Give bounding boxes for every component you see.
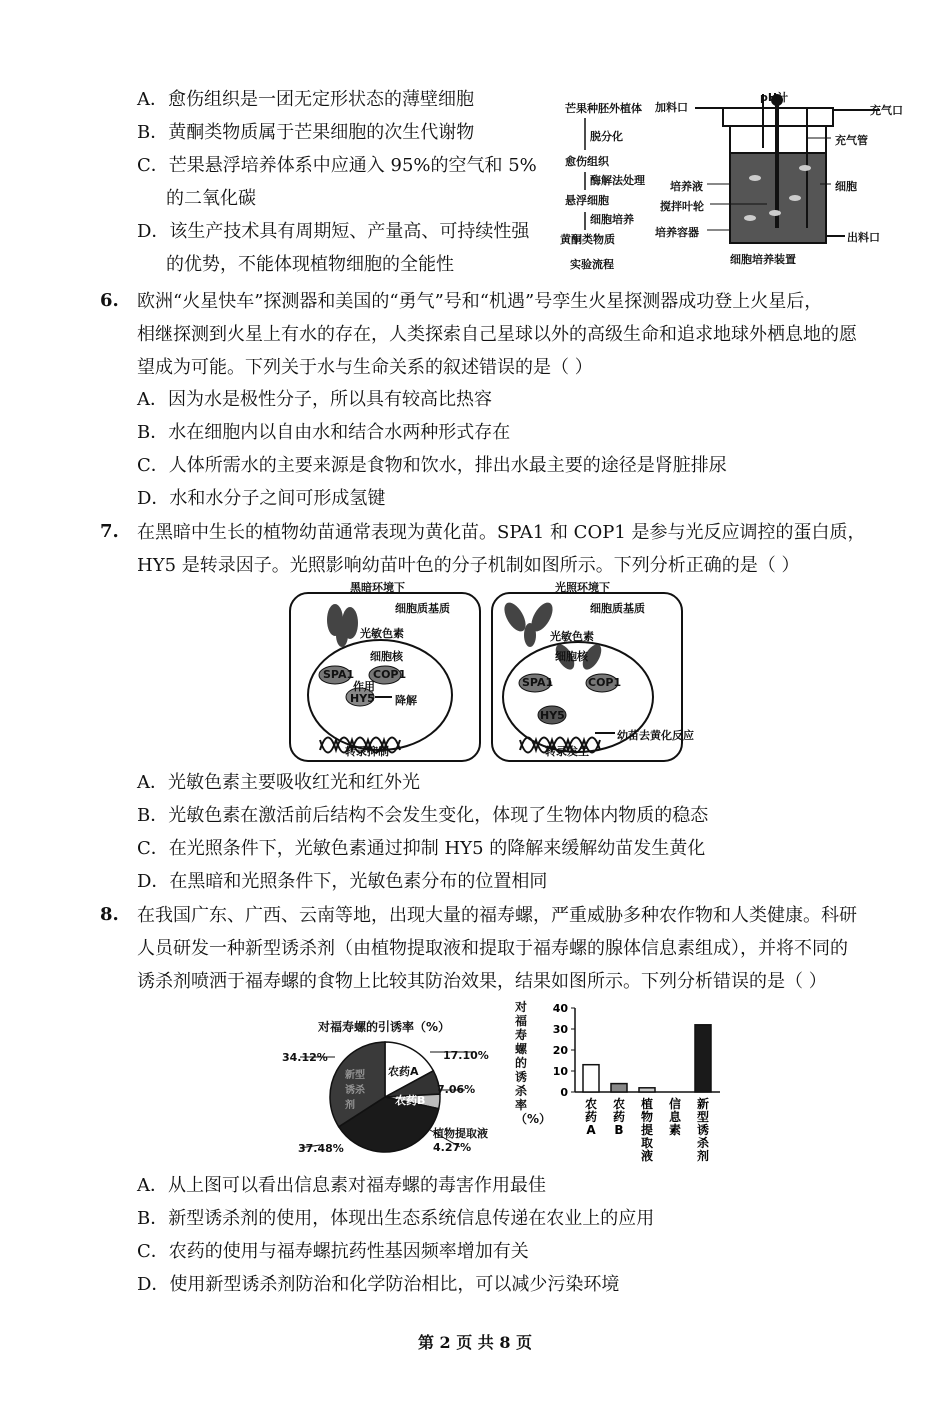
light-title: 光照环境下 <box>555 581 610 594</box>
light-deetiolation: 幼苗去黄化反应 <box>617 729 694 742</box>
pie-value-label: 17.10% <box>443 1049 489 1062</box>
dark-cop1: COP1 <box>373 668 407 681</box>
q8-option-d: D．使用新型诱杀剂防治和化学防治相比，可以减少污染环境 <box>137 1274 620 1295</box>
pie-value-label: 37.48% <box>298 1142 344 1155</box>
pie-value-label: 34.12% <box>282 1051 328 1064</box>
pie-value-label: 4.27% <box>433 1141 472 1154</box>
bar-y-tick-label: 10 <box>552 1065 568 1078</box>
q5-option-d: D．该生产技术具有周期短、产量高、可持续性强 <box>137 221 530 242</box>
bar <box>611 1084 627 1092</box>
bar-category-label: 息 <box>668 1110 682 1124</box>
device-label: 出料口 <box>847 231 880 244</box>
dark-repress: 转录抑制 <box>345 745 389 758</box>
dark-action: 作用 <box>353 680 375 693</box>
bar-category-label: A <box>586 1123 596 1137</box>
bar-category-label: 剂 <box>696 1149 710 1163</box>
q6-option-d: D．水和水分子之间可形成氢键 <box>137 488 386 509</box>
q8-number: 8. <box>100 904 119 925</box>
bar-category-label: 农 <box>584 1097 598 1111</box>
q7-option-b: B．光敏色素在激活前后结构不会发生变化，体现了生物体内物质的稳态 <box>137 805 709 826</box>
q5-option-c: C．芒果悬浮培养体系中应通入 95%的空气和 5% <box>137 155 537 176</box>
light-phytochrome-label: 光敏色素 <box>550 630 594 643</box>
flow-lines <box>575 112 595 252</box>
light-cytoplasm-label: 细胞质基质 <box>590 602 645 615</box>
device-label: 培养容器 <box>655 226 699 239</box>
flow-step: 悬浮细胞 <box>565 194 609 207</box>
bar-category-label: 液 <box>640 1149 654 1163</box>
device-label: 加料口 <box>655 101 688 114</box>
q8-option-b: B．新型诱杀剂的使用，体现出生态系统信息传递在农业上的应用 <box>137 1208 655 1229</box>
bar-category-label: 农 <box>612 1097 626 1111</box>
light-spa1: SPA1 <box>522 676 554 689</box>
flow-caption: 实验流程 <box>570 258 614 271</box>
pie-value-label: 7.06% <box>437 1083 476 1096</box>
q5-option-b: B．黄酮类物质属于芒果细胞的次生代谢物 <box>137 122 475 143</box>
q8-option-c: C．农药的使用与福寿螺抗药性基因频率增加有关 <box>137 1241 529 1262</box>
q7-number: 7. <box>100 521 119 542</box>
pie-slice-label: 农药B <box>395 1094 426 1107</box>
q6-number: 6. <box>100 290 119 311</box>
bar-y-tick-label: 30 <box>552 1023 568 1036</box>
pie-slice-label: 农药A <box>388 1065 419 1078</box>
flow-step: 酶解法处理 <box>590 174 645 187</box>
q5-option-c-cont: 的二氧化碳 <box>166 188 256 209</box>
device-label: 搅拌叶轮 <box>660 200 704 213</box>
device-label: 细胞 <box>835 180 857 193</box>
q6-option-a: A．因为水是极性分子，所以具有较高比热容 <box>137 389 492 410</box>
q6-stem-2: 相继探测到火星上有水的存在，人类探索自己星球以外的高级生命和追求地球外栖息地的愿 <box>137 324 857 345</box>
q5-option-a: A．愈伤组织是一团无定形状态的薄壁细胞 <box>137 89 474 110</box>
bar-category-label: 提 <box>640 1123 654 1137</box>
bar-category-label: 药 <box>584 1110 598 1124</box>
flow-step: 黄酮类物质 <box>560 233 615 246</box>
bar-category-label: 诱 <box>696 1123 710 1137</box>
bar-category-label: 植 <box>640 1097 654 1111</box>
bar-y-tick-label: 20 <box>552 1044 568 1057</box>
dark-hy5: HY5 <box>350 692 375 705</box>
bar-category-label: 物 <box>640 1110 654 1124</box>
device-caption: 细胞培养装置 <box>730 253 796 266</box>
q8-option-a: A．从上图可以看出信息素对福寿螺的毒害作用最佳 <box>137 1175 546 1196</box>
bar-category-label: B <box>614 1123 624 1137</box>
device-label: 培养液 <box>670 180 703 193</box>
light-cop1: COP1 <box>588 676 622 689</box>
bar-category-label: 杀 <box>696 1136 710 1150</box>
dark-cytoplasm-label: 细胞质基质 <box>395 602 450 615</box>
bar-category-label: 取 <box>640 1136 654 1150</box>
bar <box>695 1025 711 1092</box>
q6-option-c: C．人体所需水的主要来源是食物和饮水，排出水最主要的途径是肾脏排尿 <box>137 455 727 476</box>
q7-option-d: D．在黑暗和光照条件下，光敏色素分布的位置相同 <box>137 871 548 892</box>
pie-slice-label: 新型诱杀剂 <box>345 1070 365 1111</box>
flow-step: 愈伤组织 <box>565 155 609 168</box>
q6-stem-1: 欧洲“火星快车”探测器和美国的“勇气”号和“机遇”号孪生火星探测器成功登上火星后， <box>137 291 823 312</box>
pie-title: 对福寿螺的引诱率（%） <box>318 1020 451 1034</box>
device-label: 充气管 <box>835 134 868 147</box>
q8-stem-1: 在我国广东、广西、云南等地，出现大量的福寿螺，严重威胁多种农作物和人类健康。科研 <box>137 905 857 926</box>
bar <box>583 1065 599 1092</box>
q8-stem-2: 人员研发一种新型诱杀剂（由植物提取液和提取于福寿螺的腺体信息素组成），并将不同的 <box>137 938 848 959</box>
bar-category-label: 新 <box>696 1097 710 1111</box>
device-label: 充气口 <box>870 104 903 117</box>
page-footer: 第 2 页 共 8 页 <box>417 1333 533 1352</box>
flow-step: 脱分化 <box>590 130 623 143</box>
q8-stem-3: 诱杀剂喷洒于福寿螺的食物上比较其防治效果，结果如图所示。下列分析错误的是（ ） <box>137 971 827 992</box>
dark-degrade: 降解 <box>395 694 417 707</box>
flow-step: 细胞培养 <box>590 213 634 226</box>
dark-nucleus-label: 细胞核 <box>370 650 403 663</box>
device-label: pH计 <box>760 91 789 104</box>
bar <box>639 1088 655 1092</box>
bar-chart <box>535 1000 725 1170</box>
q5-option-d-cont: 的优势，不能体现植物细胞的全能性 <box>166 254 454 275</box>
q7-option-c: C．在光照条件下，光敏色素通过抑制 HY5 的降解来缓解幼苗发生黄化 <box>137 838 706 859</box>
dark-spa1: SPA1 <box>323 668 355 681</box>
bar-category-label: 型 <box>696 1110 710 1124</box>
q7-option-a: A．光敏色素主要吸收红光和红外光 <box>137 772 420 793</box>
q6-option-b: B．水在细胞内以自由水和结合水两种形式存在 <box>137 422 511 443</box>
q7-stem-2: HY5 是转录因子。光照影响幼苗叶色的分子机制如图所示。下列分析正确的是（ ） <box>137 555 800 576</box>
bar-ylabel: 对福寿螺的诱杀率（%） <box>515 1000 552 1126</box>
bar-y-tick-label: 0 <box>560 1086 568 1099</box>
light-hy5: HY5 <box>540 709 565 722</box>
dark-title: 黑暗环境下 <box>350 581 405 594</box>
light-occur: 转录发生 <box>545 745 589 758</box>
dark-phytochrome-label: 光敏色素 <box>360 627 404 640</box>
q6-stem-3: 望成为可能。下列关于水与生命关系的叙述错误的是（ ） <box>137 357 593 378</box>
bar-category-label: 信 <box>668 1097 682 1111</box>
q7-stem-1: 在黑暗中生长的植物幼苗通常表现为黄化苗。SPA1 和 COP1 是参与光反应调控的蛋白质， <box>137 522 866 543</box>
bar-y-tick-label: 40 <box>552 1002 568 1015</box>
pie-slice-label: 植物提取液 <box>433 1127 488 1140</box>
light-nucleus-label: 细胞核 <box>555 650 588 663</box>
bar-category-label: 素 <box>668 1123 682 1137</box>
bar-category-label: 药 <box>612 1110 626 1124</box>
flow-step: 芒果种胚外植体 <box>565 102 642 115</box>
